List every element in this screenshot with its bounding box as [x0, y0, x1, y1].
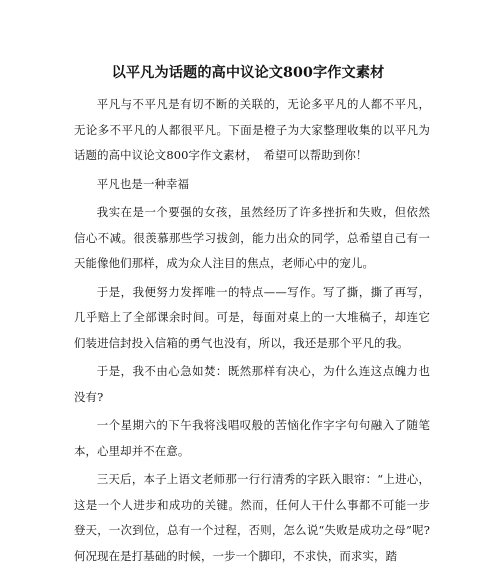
paragraph-body: 于是，我便努力发挥唯一的特点——写作。写了撕，撕了再写，几乎赔上了全部课余时间。可是，每面对桌上的一大堆稿子，却连它们装进信封投入信箱的勇气也没有，所以，我还是那个平凡的我。 [74, 284, 430, 350]
paragraph-body: 三天后，本子上语文老师那一行行清秀的字跃入眼帘：“上进心，这是一个人进步和成功的关键。然而，任何人干什么事都不可能一步登天，一次到位，总有一个过程，否则，怎么说“失败是成功之母”呢?何况现在是打基础的时候，一步一个脚印，不求快，而求实，踏 [74, 472, 430, 563]
document-title: 以平凡为话题的高中议论文800字作文素材 [111, 65, 385, 81]
paragraph-intro: 平凡与不平凡是有切不断的关联的，无论多平凡的人都不平凡，无论多不平凡的人都很平凡。下面是橙子为大家整理收集的以平凡为话题的高中议论文800字作文素材， 希望可以帮助到你！ [74, 97, 430, 162]
paragraph-body: 一个星期六的下午我将浅唱叹般的苦恼化作字字句句融入了随笔本，心里却并不在意。 [74, 418, 430, 458]
paragraph-body: 我实在是一个要强的女孩，虽然经历了许多挫折和失败，但依然信心不减。很羡慕那些学习拔剑，能力出众的同学，总希望自己有一天能像他们那样，成为众人注目的焦点，老师心中的宠儿。 [74, 205, 430, 270]
paragraph-subheading: 平凡也是一种幸福 [96, 176, 190, 191]
paragraph-body: 于是，我不由心急如焚：既然那样有决心，为什么连这点魄力也没有? [74, 364, 430, 404]
